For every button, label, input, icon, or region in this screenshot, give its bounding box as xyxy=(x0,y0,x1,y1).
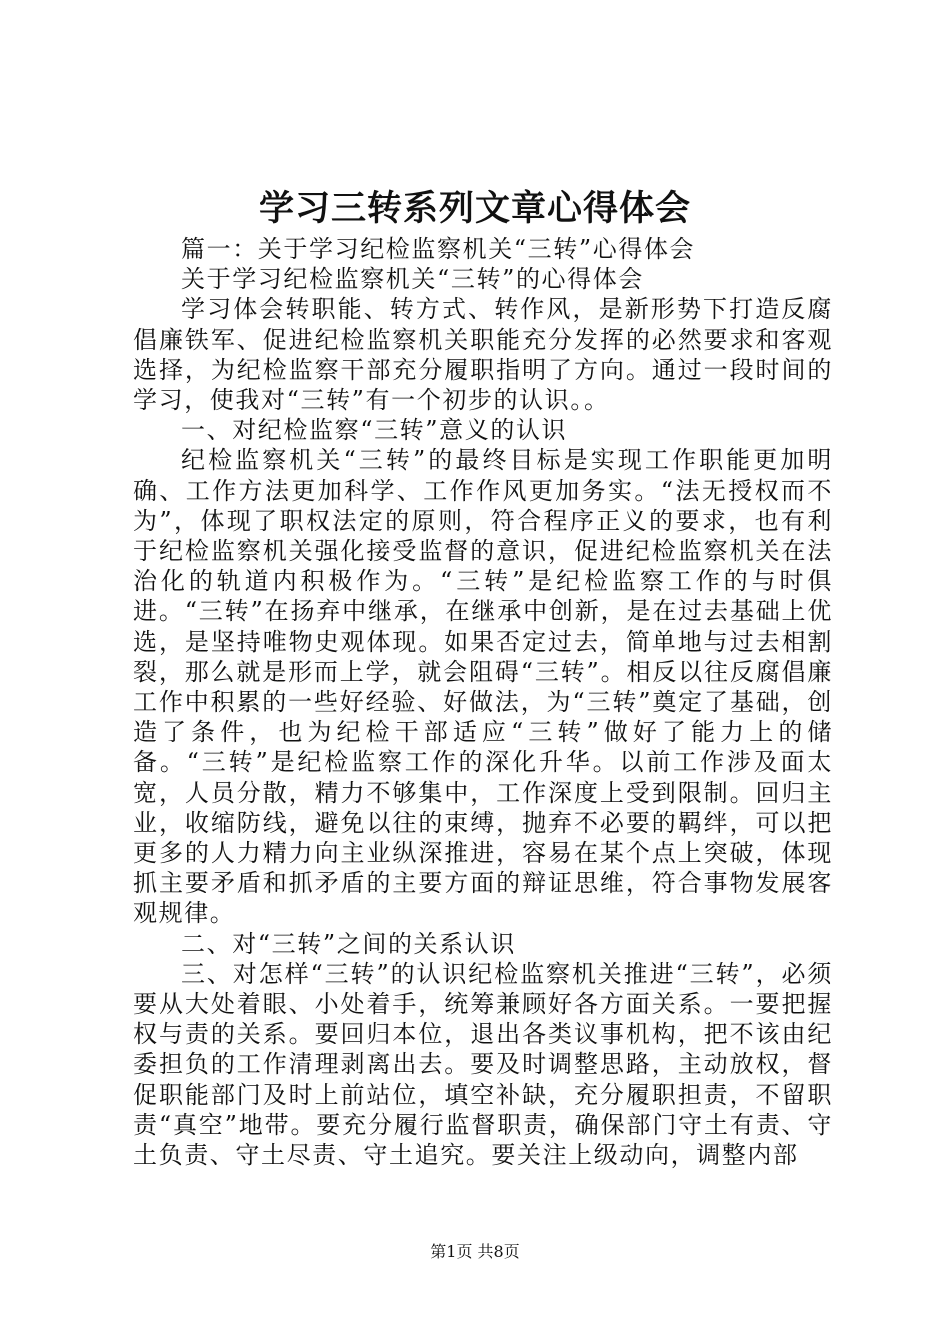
paragraph-section-2-heading: 二、对“三转”之间的关系认识 xyxy=(181,929,516,958)
paragraph-section-1-body: 纪检监察机关“三转”的最终目标是实现工作职能更加明确、工作方法更加科学、工作作风更加务实。“法无授权而不为”，体现了职权法定的原则，符合程序正义的要求，也有利于纪检监察机关强化接受监督的意识，促进纪检监察机关在法治化的轨道内积极作为。“三转”是纪检监察工作的与时俱进。“三转”在扬弃中继承，在继承中创新，是在过去基础上优选，是坚持唯物史观体现。如果否定过去，简单地与过去相割裂，那么就是形而上学，就会阻碍“三转”。相反以往反腐倡廉工作中积累的一些好经验、好做法，为“三转”奠定了基础，创造了条件，也为纪检干部适应“三转”做好了能力上的储备。“三转”是纪检监察工作的深化升华。以前工作涉及面太宽，人员分散，精力不够集中，工作深度上受到限制。回归主业，收缩防线，避免以往的束缚，抛弃不必要的羁绊，可以把更多的人力精力向主业纵深推进，容易在某个点上突破，体现抓主要矛盾和抓矛盾的主要方面的辩证思维，符合事物发展客观规律。 xyxy=(133,446,833,928)
paragraph-subtitle: 关于学习纪检监察机关“三转”的心得体会 xyxy=(181,265,644,294)
document-body xyxy=(133,234,833,1170)
paragraph-intro: 学习体会转职能、转方式、转作风，是新形势下打造反腐倡廉铁军、促进纪检监察机关职能充分发挥的必然要求和客观选择，为纪检监察干部充分履职指明了方向。通过一段时间的学习，使我对“三转”有一个初步的认识。。 xyxy=(133,295,833,415)
paragraph-section-3-body: 三、对怎样“三转”的认识纪检监察机关推进“三转”，必须要从大处着眼、小处着手，统筹兼顾好各方面关系。一要把握权与责的关系。要回归本位，退出各类议事机构，把不该由纪委担负的工作清理剥离出去。要及时调整思路，主动放权，督促职能部门及时上前站位，填空补缺，充分履职担责，不留职责“真空”地带。要充分履行监督职责，确保部门守土有责、守土负责、守土尽责、守土追究。要关注上级动向，调整内部 xyxy=(133,959,833,1170)
paragraph-heading-part1: 篇一：关于学习纪检监察机关“三转”心得体会 xyxy=(181,235,696,263)
document-title: 学习三转系列文章心得体会 xyxy=(258,188,691,229)
page-number-footer: 第1页 共8页 xyxy=(430,1242,520,1261)
paragraph-section-1-heading: 一、对纪检监察“三转”意义的认识 xyxy=(181,416,568,445)
